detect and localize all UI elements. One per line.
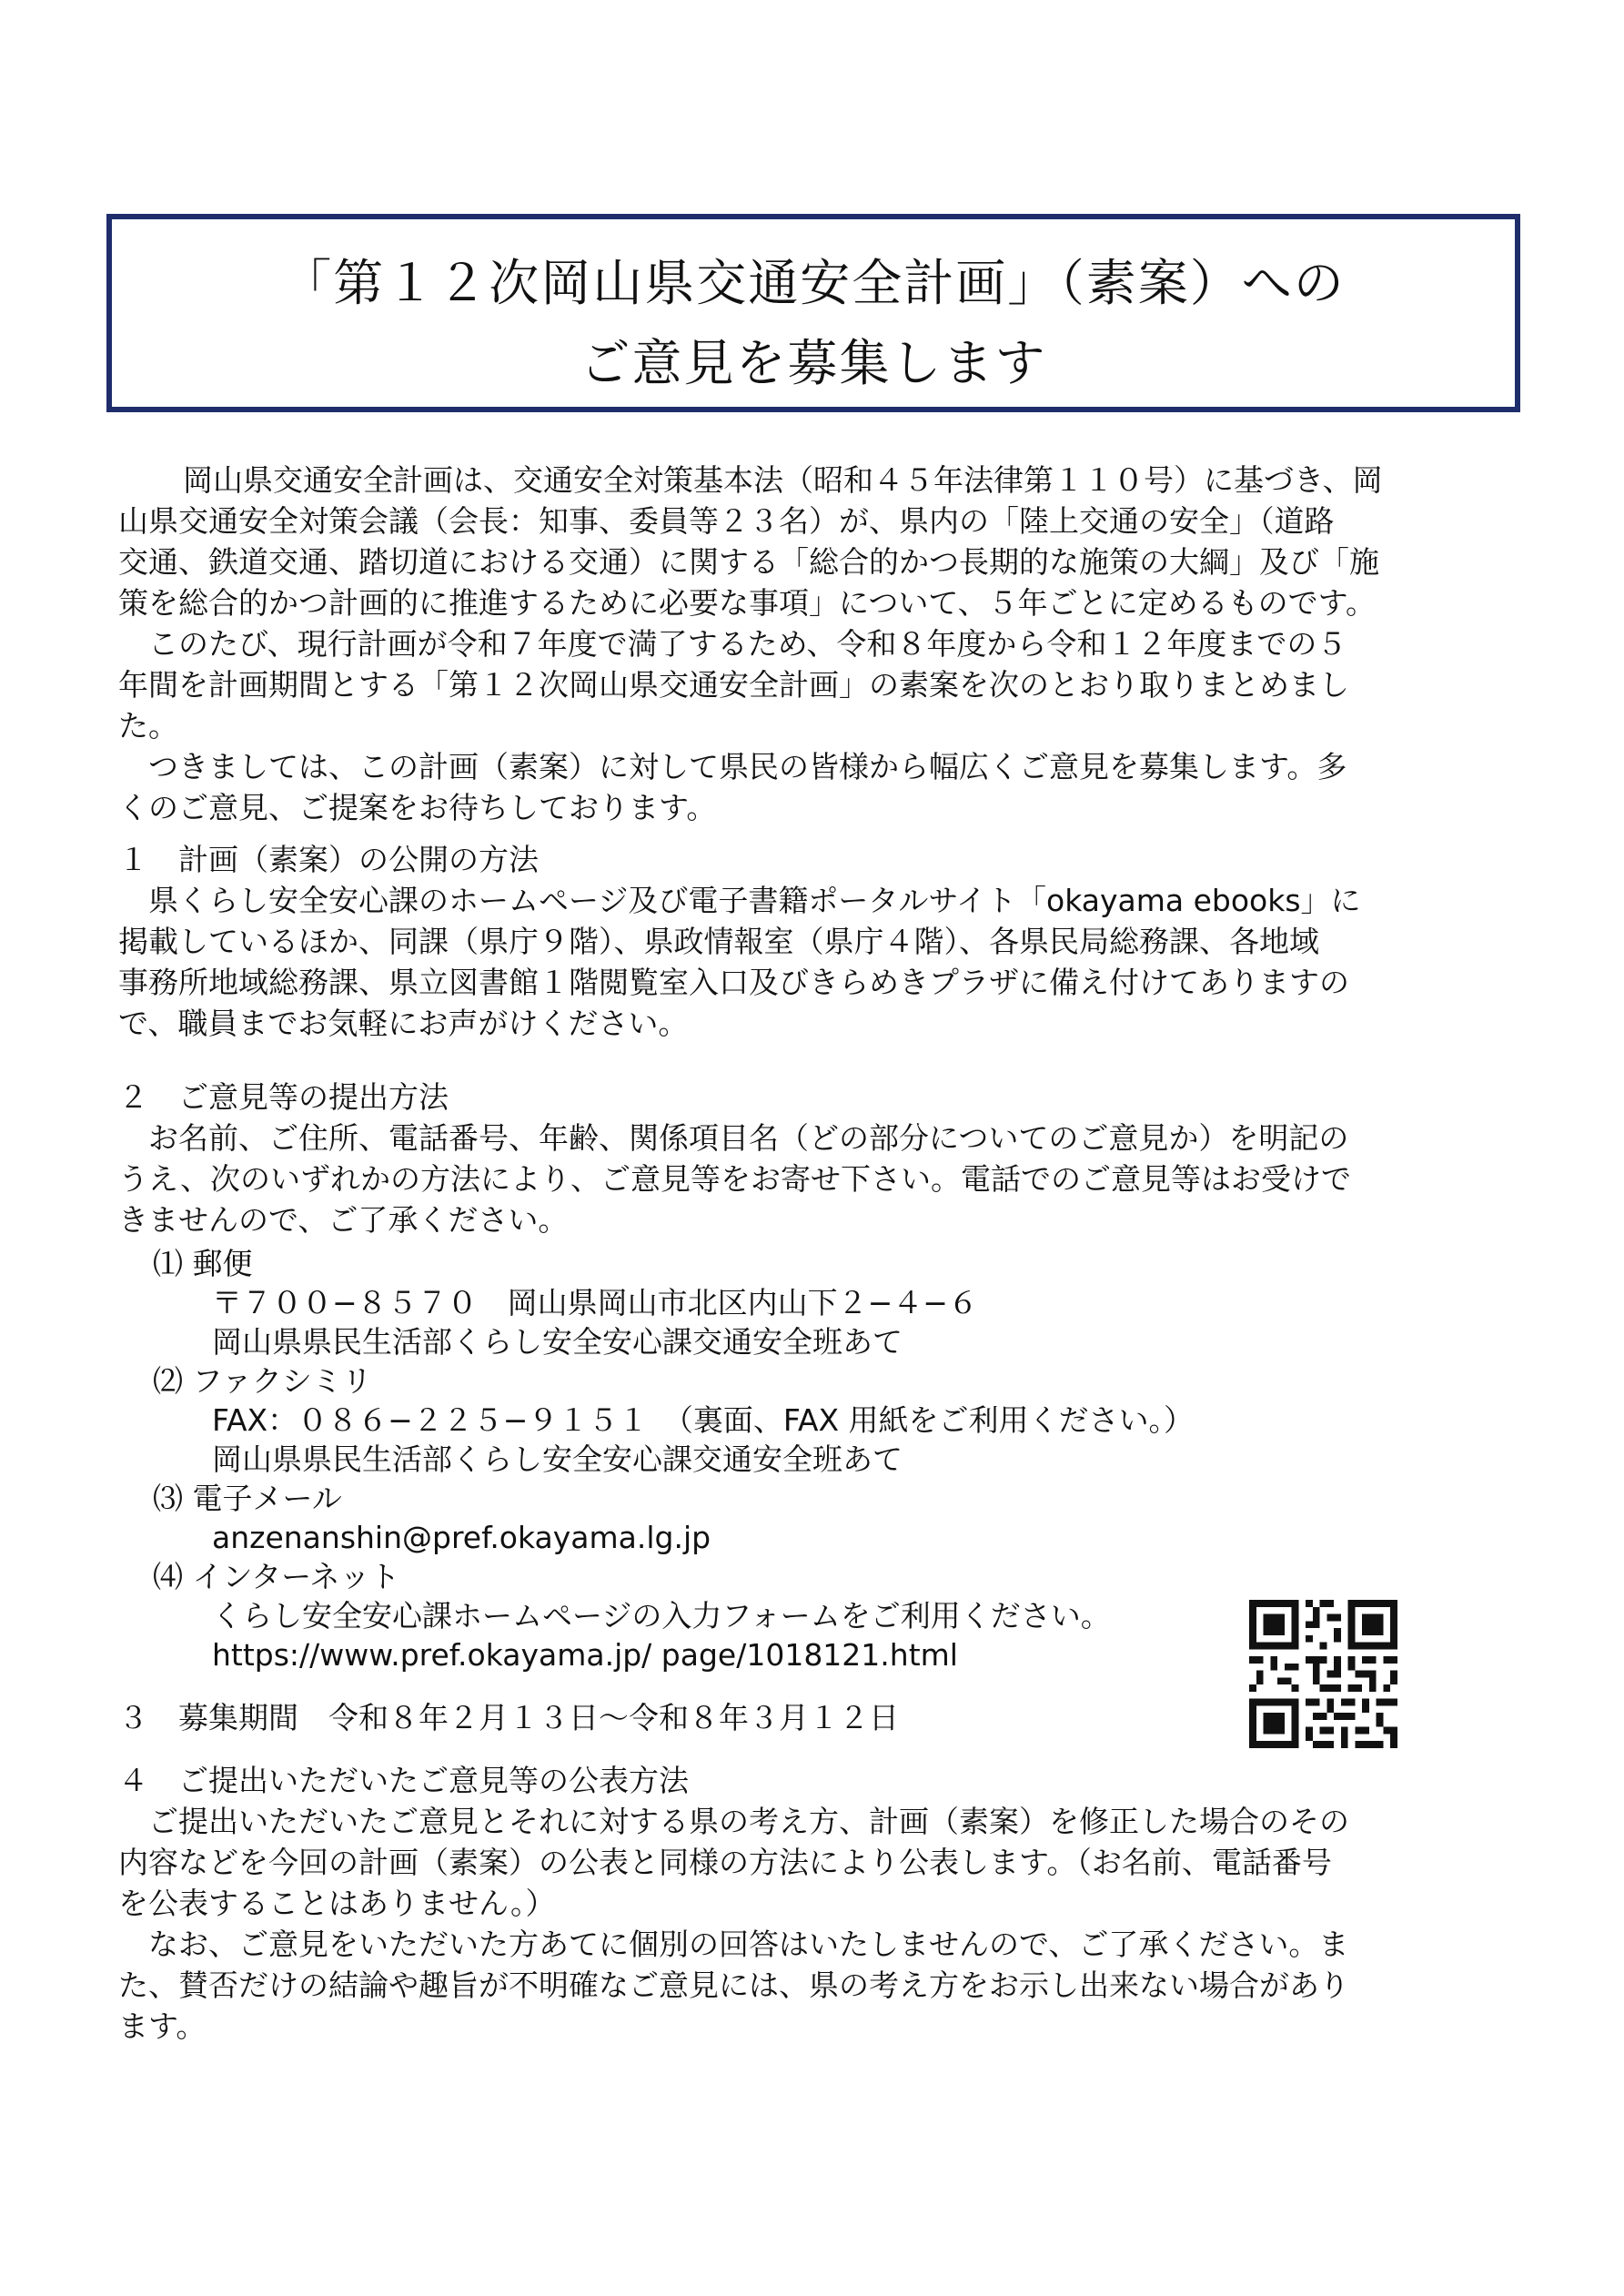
intro-line: このたび、現行計画が令和７年度で満了するため、令和８年度から令和１２年度までの５ (118, 626, 1347, 662)
section-1-heading: １ 計画（素案）の公開の方法 (118, 842, 539, 877)
section-1-line: で、職員までお気軽にお声がけください。 (118, 1006, 689, 1041)
intro-line: 岡山県交通安全計画は、交通安全対策基本法（昭和４５年法律第１１０号）に基づき、岡 (153, 462, 1383, 498)
method-mail-address: 〒７００−８５７０ 岡山県岡山市北区内山下２−４−６ (212, 1285, 978, 1320)
method-fax-to: 岡山県県民生活部くらし安全安心課交通安全班あて (212, 1441, 903, 1477)
method-fax-number: FAX：０８６−２２５−９１５１ （裏面、FAX 用紙をご利用ください。） (212, 1402, 1195, 1438)
qr-code-icon[interactable] (1249, 1600, 1397, 1748)
section-4-line: なお、ご意見をいただいた方あてに個別の回答はいたしませんので、ご了承ください。ま (118, 1927, 1349, 1962)
intro-line: くのご意見、ご提案をお待ちしております。 (118, 790, 717, 825)
section-1-line: 掲載しているほか、同課（県庁９階）、県政情報室（県庁４階）、各県民局総務課、各地域 (118, 924, 1319, 959)
section-4-line: ます。 (118, 2008, 207, 2044)
section-1-line: 事務所地域総務課、県立図書館１階閲覧室入口及びきらめきプラザに備え付けてありますの (118, 965, 1349, 1000)
intro-line: 年間を計画期間とする「第１２次岡山県交通安全計画」の素案を次のとおり取りまとめまし (118, 667, 1349, 703)
section-4-heading: ４ ご提出いただいたご意見等の公表方法 (118, 1763, 689, 1798)
intro-line: 交通、鉄道交通、踏切道における交通）に関する「総合的かつ長期的な施策の大綱」及び「施 (118, 544, 1379, 580)
method-mail-label: ⑴ 郵便 (153, 1246, 253, 1281)
method-email-address[interactable]: anzenanshin@pref.okayama.lg.jp (212, 1520, 711, 1555)
section-4-line: た、賛否だけの結論や趣旨が不明確なご意見には、県の考え方をお示し出来ない場合があり (118, 1967, 1349, 2003)
title-line-2: ご意見を募集します (580, 334, 1047, 392)
section-4-line: を公表することはありません。） (118, 1886, 556, 1921)
intro-line: つきましては、この計画（素案）に対して県民の皆様から幅広くご意見を募集します。多 (118, 749, 1347, 784)
method-internet-url[interactable]: https://www.pref.okayama.jp/ page/1018121.html (212, 1637, 958, 1673)
section-3-heading: ３ 募集期間 令和８年２月１３日〜令和８年３月１２日 (118, 1700, 899, 1735)
section-2-line: きませんので、ご了承ください。 (118, 1202, 569, 1238)
section-4-line: 内容などを今回の計画（素案）の公表と同様の方法により公表します。（お名前、電話番号 (118, 1845, 1332, 1880)
intro-line: 山県交通安全対策会議（会長：知事、委員等２３名）が、県内の「陸上交通の安全」（道路 (118, 503, 1335, 539)
method-internet-note: くらし安全安心課ホームページの入力フォームをご利用ください。 (212, 1598, 1111, 1633)
section-4-line: ご提出いただいたご意見とそれに対する県の考え方、計画（素案）を修正した場合のその (118, 1804, 1349, 1839)
intro-line: 策を総合的かつ計画的に推進するために必要な事項」について、５年ごとに定めるものです。 (118, 585, 1377, 621)
method-mail-to: 岡山県県民生活部くらし安全安心課交通安全班あて (212, 1324, 903, 1360)
section-2-heading: ２ ご意見等の提出方法 (118, 1079, 449, 1115)
title-box (106, 214, 1520, 412)
section-2-line: お名前、ご住所、電話番号、年齢、関係項目名（どの部分についてのご意見か）を明記の (118, 1120, 1349, 1156)
method-fax-label: ⑵ ファクシミリ (153, 1363, 372, 1399)
method-internet-label: ⑷ インターネット (153, 1559, 400, 1594)
title-line-1: 「第１２次岡山県交通安全計画」（素案）への (281, 254, 1346, 312)
method-email-label: ⑶ 電子メール (153, 1481, 342, 1516)
section-2-line: うえ、次のいずれかの方法により、ご意見等をお寄せ下さい。電話でのご意見等はお受けで (118, 1161, 1351, 1197)
section-1-line: 県くらし安全安心課のホームページ及び電子書籍ポータルサイト「okayama ebooks」に (118, 883, 1361, 918)
intro-line: た。 (118, 708, 178, 743)
